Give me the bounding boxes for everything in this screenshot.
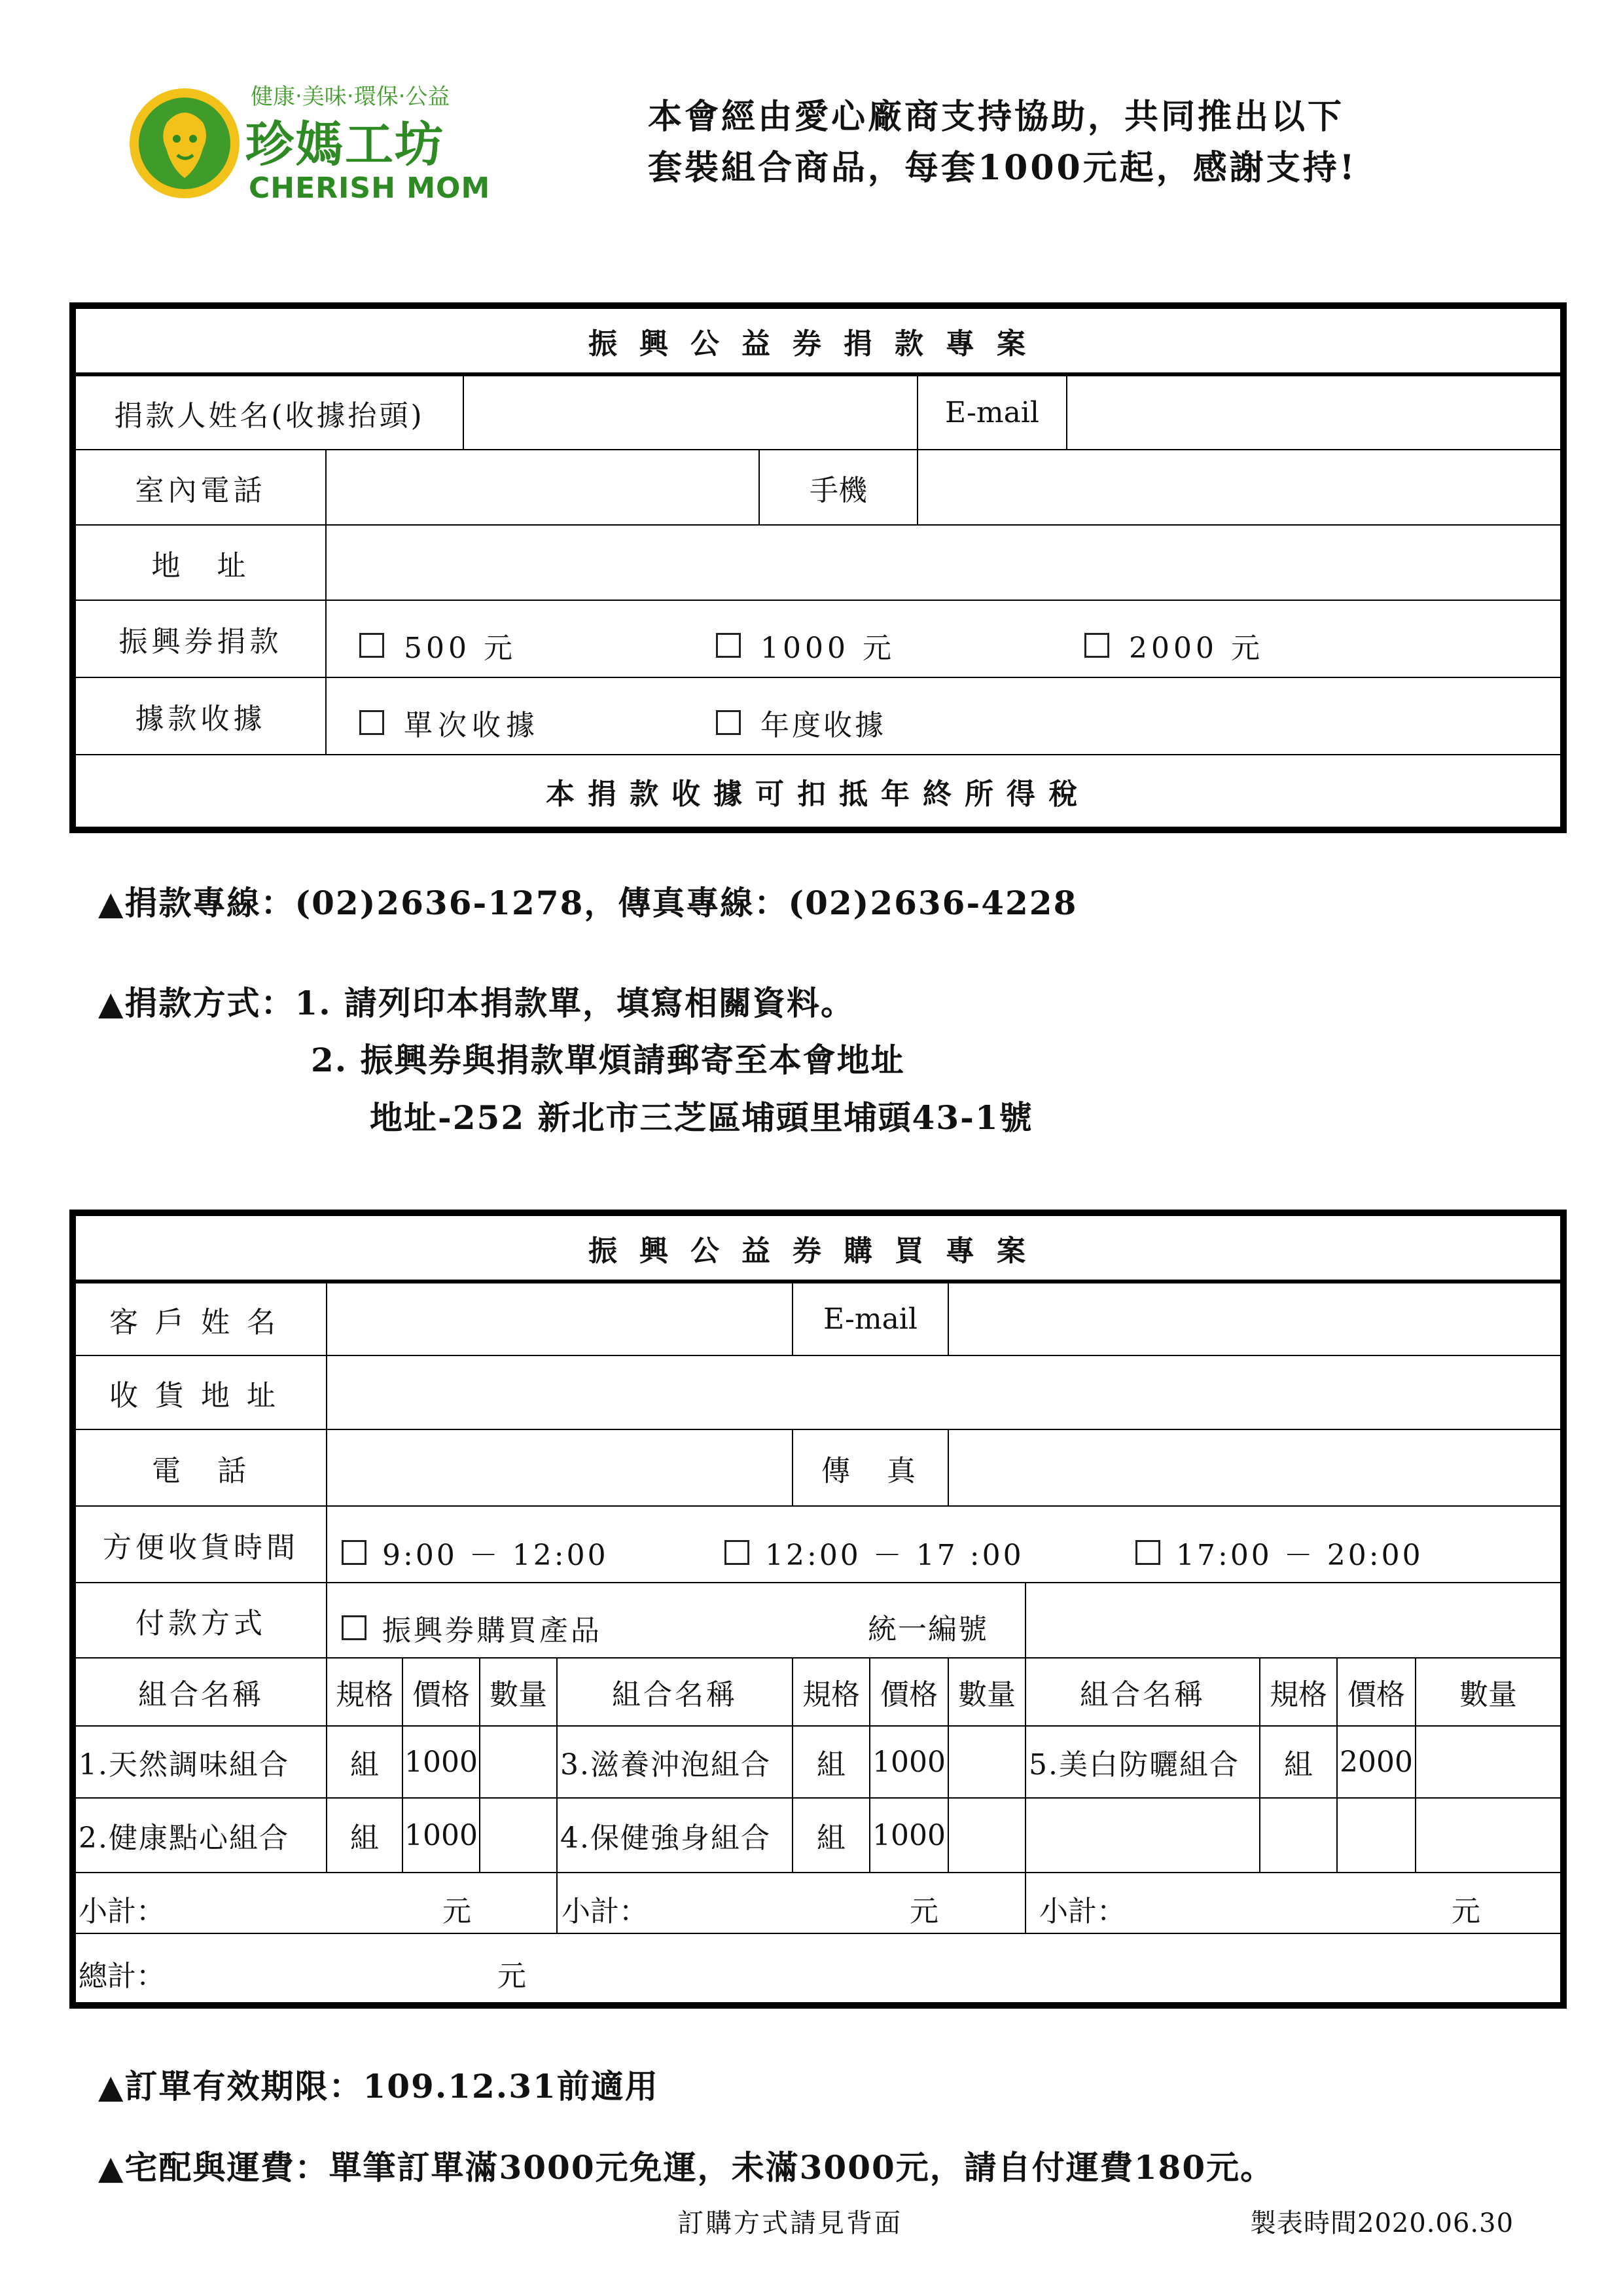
col-header-price-2: 價格 [870,1658,948,1726]
donation-table [69,302,1567,833]
amount-label: 振興券捐款 [73,600,326,677]
made-date: 製表時間2020.06.30 [1250,2208,1514,2238]
logo-name-en: CHERISH MOM [249,171,491,205]
fax-label: 傳 真 [793,1429,948,1506]
product-qty-field[interactable] [948,1798,1026,1873]
method-note-2: 2. 振興券與捐款單煩請郵寄至本會地址 [311,1041,905,1079]
product-spec: 組 [327,1726,402,1798]
payment-label: 付款方式 [73,1583,327,1658]
delivery-time-label: 方便收貨時間 [73,1506,327,1583]
validity-note: ▲訂單有效期限：109.12.31前適用 [98,2067,659,2106]
donation-footer: 本捐款收據可扣抵年終所得稅 [73,755,1563,830]
logo [128,73,491,211]
fax-field[interactable] [948,1429,1563,1506]
shipping-note: ▲宅配與運費：單筆訂單滿3000元免運，未滿3000元，請自付運費180元。 [98,2148,1275,2187]
currency-label: 元 [1452,1895,1480,1928]
currency-label: 元 [910,1895,938,1928]
donor-name-label: 捐款人姓名(收據抬頭) [73,374,463,450]
amount-option-2000[interactable]: 2000 元 [1084,624,1264,666]
col-header-name-1: 組合名稱 [73,1658,327,1726]
tax-id-field[interactable] [1026,1583,1563,1658]
checkbox-icon[interactable] [342,1615,366,1640]
receipt-label: 據款收據 [73,677,326,755]
subtotal-label: 小計： [562,1895,648,1928]
payment-options [327,1583,1026,1658]
mobile-field[interactable] [918,450,1563,525]
mail-address: 地址-252 新北市三芝區埔頭里埔頭43-1號 [370,1098,1033,1137]
product-spec: 組 [327,1798,402,1873]
mobile-label: 手機 [759,450,918,525]
tel-field[interactable] [327,1429,793,1506]
customer-email-label: E-mail [793,1282,948,1355]
product-qty-field[interactable] [480,1726,557,1798]
total-row [73,1933,1563,2005]
order-method-note: 訂購方式請見背面 [677,2208,902,2238]
col-header-spec-1: 規格 [327,1658,402,1726]
subtotal-label: 小計： [1039,1895,1126,1928]
product-spec: 組 [793,1726,870,1798]
time-option-morning[interactable]: 9:00 － 12:00 [342,1532,609,1573]
receipt-option-annual[interactable]: 年度收據 [716,702,886,744]
col-header-qty-1: 數量 [480,1658,557,1726]
amount-option-1000[interactable]: 1000 元 [716,624,895,666]
subtotal-2 [557,1873,1026,1933]
subtotal-row [73,1873,1563,1933]
product-price: 2000 [1337,1726,1416,1798]
checkbox-icon[interactable] [342,1540,366,1565]
product-name: 2.健康點心組合 [73,1798,327,1873]
delivery-address-field[interactable] [327,1355,1563,1429]
currency-label: 元 [442,1895,471,1928]
col-header-spec-3: 規格 [1260,1658,1337,1726]
subtotal-1 [73,1873,557,1933]
subtotal-3 [1026,1873,1563,1933]
checkbox-icon[interactable] [716,633,741,658]
method-note-1: ▲捐款方式：1. 請列印本捐款單，填寫相關資料。 [98,984,855,1022]
product-qty-field[interactable] [1416,1726,1563,1798]
purchase-title: 振興公益券購買專案 [73,1213,1563,1282]
phone-field[interactable] [326,450,759,525]
donation-title: 振興公益券捐款專案 [73,306,1563,374]
address-label: 地 址 [73,525,326,600]
table-row [73,1798,1563,1873]
donor-name-field[interactable] [463,374,918,450]
logo-emblem-icon [128,86,242,201]
amount-option-500[interactable]: 500 元 [359,624,516,666]
tax-id-label: 統一編號 [868,1613,988,1646]
customer-name-field[interactable] [327,1282,793,1355]
amount-options [326,600,1563,677]
product-qty-field[interactable] [480,1798,557,1873]
customer-name-label: 客戶姓名 [73,1282,327,1355]
product-price [1337,1798,1416,1873]
product-name: 4.保健強身組合 [557,1798,793,1873]
col-header-name-3: 組合名稱 [1026,1658,1260,1726]
product-qty-field[interactable] [1416,1798,1563,1873]
customer-email-field[interactable] [948,1282,1563,1355]
total-label: 總計： [79,1960,165,1993]
hotline-note: ▲捐款專線：(02)2636-1278，傳真專線：(02)2636-4228 [98,884,1078,922]
intro-line-1: 本會經由愛心廠商支持協助，共同推出以下 [648,97,1345,137]
receipt-option-single[interactable]: 單次收據 [359,702,540,744]
checkbox-icon[interactable] [1084,633,1109,658]
col-header-qty-2: 數量 [948,1658,1026,1726]
col-header-price-1: 價格 [402,1658,480,1726]
purchase-table [69,1210,1567,2009]
receipt-options [326,677,1563,755]
currency-label: 元 [497,1960,526,1993]
delivery-address-label: 收貨地址 [73,1355,327,1429]
product-name: 3.滋養沖泡組合 [557,1726,793,1798]
tel-label: 電 話 [73,1429,327,1506]
col-header-spec-2: 規格 [793,1658,870,1726]
checkbox-icon[interactable] [359,710,384,735]
product-price: 1000 [870,1798,948,1873]
product-header-row [73,1658,1563,1726]
col-header-price-3: 價格 [1337,1658,1416,1726]
product-spec: 組 [793,1798,870,1873]
intro-text [648,92,1499,194]
table-row [73,1726,1563,1798]
phone-label: 室內電話 [73,450,326,525]
time-option-afternoon[interactable]: 12:00 － 17 :00 [724,1532,1024,1573]
delivery-time-options [327,1506,1563,1583]
payment-option-voucher[interactable]: 振興券購買產品 [342,1607,602,1649]
subtotal-label: 小計： [79,1895,165,1928]
col-header-name-2: 組合名稱 [557,1658,793,1726]
product-qty-field[interactable] [948,1726,1026,1798]
intro-line-2: 套裝組合商品，每套1000元起，感謝支持! [648,148,1357,188]
product-name [1026,1798,1260,1873]
donor-email-label: E-mail [918,374,1067,450]
total-cell [73,1933,1563,2005]
product-price: 1000 [402,1726,480,1798]
checkbox-icon[interactable] [1135,1540,1160,1565]
product-price: 1000 [870,1726,948,1798]
col-header-qty-3: 數量 [1416,1658,1563,1726]
product-name: 1.天然調味組合 [73,1726,327,1798]
donor-email-field[interactable] [1067,374,1563,450]
product-price: 1000 [402,1798,480,1873]
logo-name-cn: 珍媽工坊 [245,117,444,173]
address-field[interactable] [326,525,1563,600]
product-name: 5.美白防曬組合 [1026,1726,1260,1798]
product-spec: 組 [1260,1726,1337,1798]
time-option-evening[interactable]: 17:00 － 20:00 [1135,1532,1423,1573]
checkbox-icon[interactable] [716,710,741,735]
logo-tagline: 健康‧美味‧環保‧公益 [251,84,450,110]
checkbox-icon[interactable] [359,633,384,658]
product-spec [1260,1798,1337,1873]
checkbox-icon[interactable] [724,1540,749,1565]
